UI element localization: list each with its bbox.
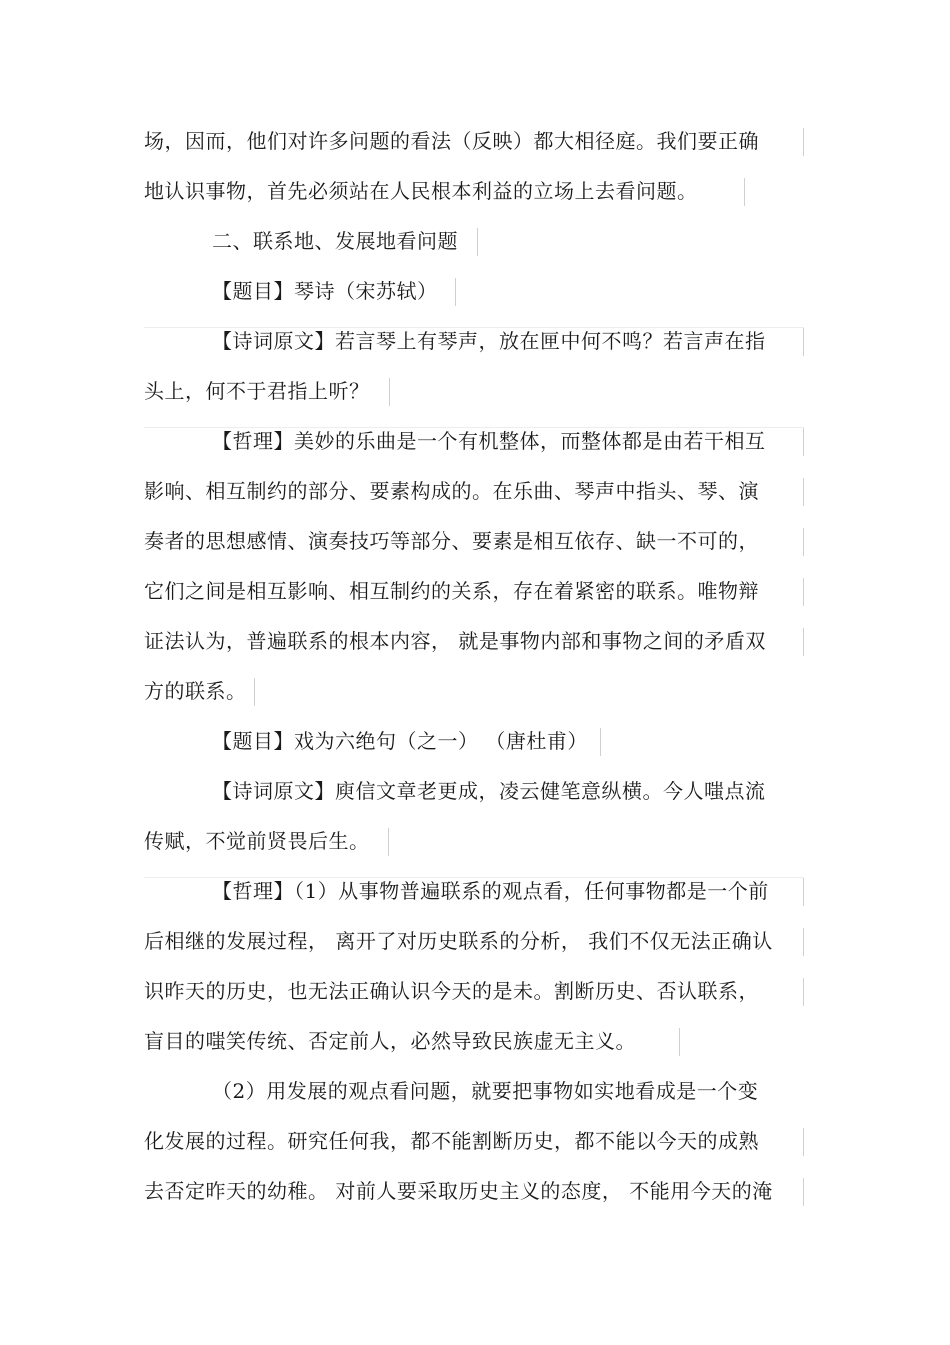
- poem-title: 【题目】戏为六绝句（之一） （唐杜甫）: [212, 729, 588, 753]
- poem-title: 【题目】琴诗（宋苏轼）: [212, 279, 438, 303]
- text-line: 奏者的思想感情、演奏技巧等部分、要素是相互依存、缺一不可的，: [144, 529, 759, 553]
- text-line: 盲目的嗤笑传统、否定前人，必然导致民族虚无主义。: [144, 1029, 636, 1053]
- text-line: 去否定昨天的幼稚。 对前人要采取历史主义的态度， 不能用今天的淹: [144, 1179, 773, 1203]
- text-box-edge: [803, 1128, 804, 1156]
- text-line: 证法认为，普遍联系的根本内容， 就是事物内部和事物之间的矛盾双: [144, 629, 766, 653]
- text-box-edge: [744, 178, 745, 206]
- text-line: 它们之间是相互影响、相互制约的关系，存在着紧密的联系。唯物辩: [144, 579, 759, 603]
- text-line: 头上，何不于君指上听？: [144, 379, 370, 403]
- text-line: 化发展的过程。研究任何我，都不能割断历史，都不能以今天的成熟: [144, 1129, 759, 1153]
- text-line: 识昨天的历史，也无法正确认识今天的是未。割断历史、否认联系，: [144, 979, 759, 1003]
- text-box-edge: [679, 1028, 680, 1056]
- text-box-edge: [389, 378, 390, 406]
- text-box-edge: [803, 128, 804, 156]
- text-box-rule: [144, 327, 804, 328]
- text-box-edge: [803, 428, 804, 456]
- section-heading: 二、联系地、发展地看问题: [212, 229, 458, 253]
- text-line: 后相继的发展过程， 离开了对历史联系的分析， 我们不仅无法正确认: [144, 929, 773, 953]
- poem-original-text: 【诗词原文】若言琴上有琴声，放在匣中何不鸣？若言声在指: [212, 329, 766, 353]
- text-box-edge: [455, 278, 456, 306]
- text-box-edge: [803, 478, 804, 506]
- text-box-edge: [600, 728, 601, 756]
- text-box-edge: [803, 1178, 804, 1206]
- philosophy-paragraph: 【哲理】（1）从事物普遍联系的观点看，任何事物都是一个前: [212, 879, 769, 903]
- text-box-rule: [144, 877, 804, 878]
- text-line: 地认识事物，首先必须站在人民根本利益的立场上去看问题。: [144, 179, 698, 203]
- philosophy-paragraph: 【哲理】美妙的乐曲是一个有机整体，而整体都是由若干相互: [212, 429, 766, 453]
- text-line: 传赋，不觉前贤畏后生。: [144, 829, 370, 853]
- text-line: 方的联系。: [144, 679, 247, 703]
- text-line: 影响、相互制约的部分、要素构成的。在乐曲、琴声中指头、琴、演: [144, 479, 759, 503]
- text-box-rule: [144, 427, 804, 428]
- text-box-edge: [803, 628, 804, 656]
- philosophy-paragraph: （2）用发展的观点看问题，就要把事物如实地看成是一个变: [212, 1079, 759, 1103]
- text-box-edge: [803, 928, 804, 956]
- text-line: 场，因而，他们对许多问题的看法（反映）都大相径庭。我们要正确: [144, 129, 759, 153]
- text-box-edge: [803, 978, 804, 1006]
- text-box-edge: [388, 828, 389, 856]
- text-box-edge: [254, 678, 255, 706]
- text-box-edge: [803, 578, 804, 606]
- text-box-edge: [477, 228, 478, 256]
- poem-original-text: 【诗词原文】庾信文章老更成，凌云健笔意纵横。今人嗤点流: [212, 779, 766, 803]
- text-box-edge: [803, 528, 804, 556]
- text-box-edge: [803, 328, 804, 356]
- text-box-edge: [803, 878, 804, 906]
